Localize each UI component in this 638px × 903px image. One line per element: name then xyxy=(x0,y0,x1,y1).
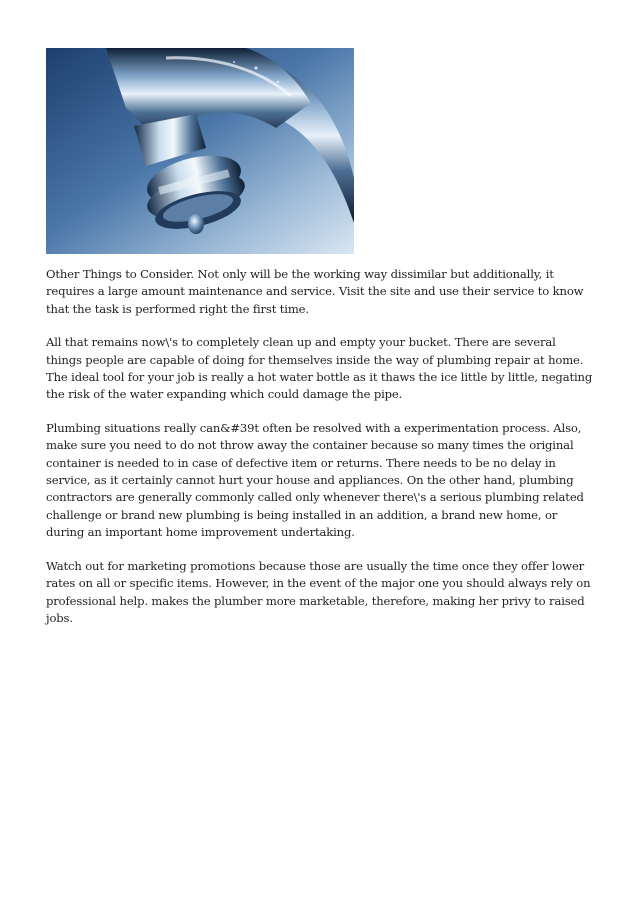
paragraph-3: Plumbing situations really can&#39t often be resolved with a experimentation process. Also, make sure you need to do not throw away the container because so many times the original container is needed to in case of defective item or returns. There needs to be no delay in service, as it certainly cannot hurt your house and appliances. On the other hand, plumbing contractors are generally commonly called only whenever there\'s a serious plumbing related challenge or brand new plumbing is being installed in an addition, a brand new home, or during an important home improvement undertaking. xyxy=(46,420,584,540)
faucet-photo xyxy=(46,48,354,254)
paragraph-2: All that remains now\'s to completely clean up and empty your bucket. There are several things people are capable of doing for themselves inside the way of plumbing repair at home. The ideal tool for your job is really a hot water bottle as it thaws the ice little by little, negating the risk of the water expanding which could damage the pipe. xyxy=(46,335,593,402)
article-body xyxy=(46,266,594,643)
paragraph-4: Watch out for marketing promotions because those are usually the time once they offer lower rates on all or specific items. However, in the event of the major one you should always rely on professional help. makes the plumber more marketable, therefore, making her privy to raised jobs. xyxy=(46,558,591,625)
paragraph-1: Other Things to Consider. Not only will be the working way dissimilar but additionally, it requires a large amount maintenance and service. Visit the site and use their service to know that the task is performed right the first time. xyxy=(46,267,584,316)
